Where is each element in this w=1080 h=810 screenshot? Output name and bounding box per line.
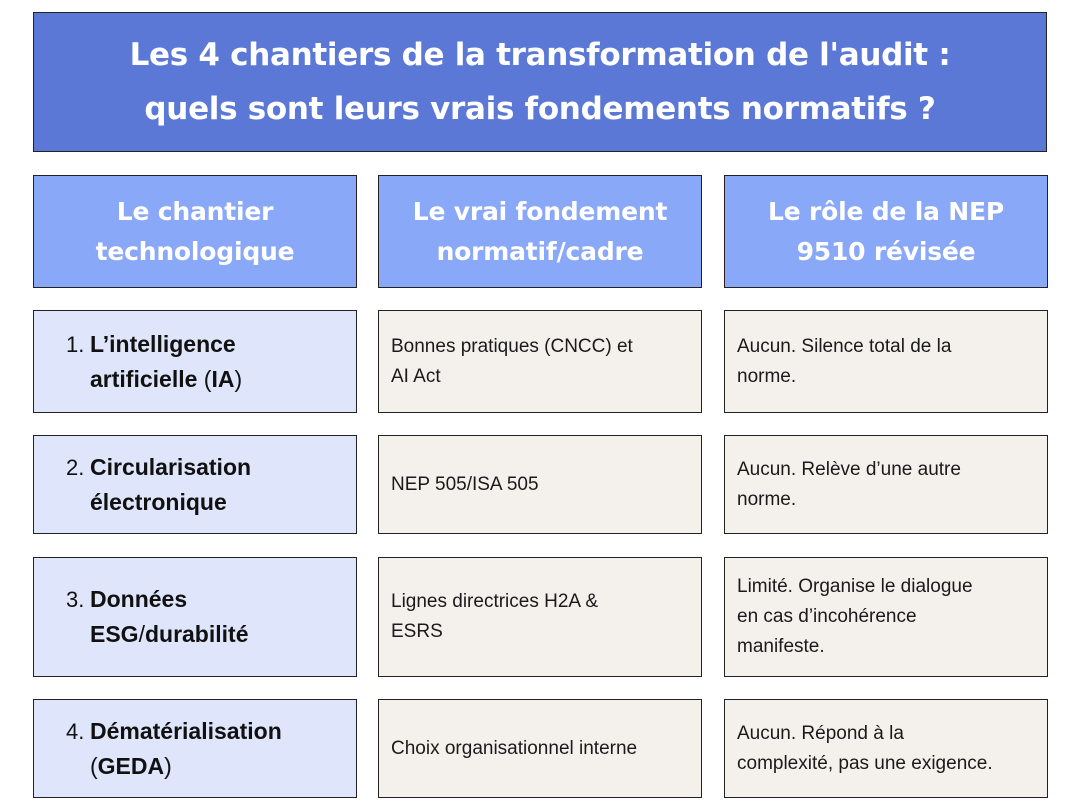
column-header-line: 9510 révisée [796, 236, 976, 266]
role-cell [724, 310, 1048, 413]
column-header-line: Le vrai fondement [412, 196, 668, 226]
topic-line-1 [90, 582, 248, 617]
cell-text-line: Aucun. Silence total de la [737, 335, 952, 357]
topic-bold-text: Dématérialisation [90, 717, 282, 744]
topic-cell-circularisation [33, 435, 357, 534]
topic-bold-text: GEDA [97, 752, 165, 779]
topic-line-1 [90, 714, 282, 749]
topic-bold-text: IA [211, 365, 235, 392]
topic-bold-text: durabilité [144, 621, 249, 647]
cell-text-line: complexité, pas une exigence. [737, 752, 993, 774]
cell-text-line: Choix organisationnel interne [391, 737, 638, 759]
cell-text-line: manifeste. [737, 636, 825, 657]
topic-line-2 [90, 362, 242, 397]
topic-cell-ia [33, 310, 357, 413]
topic-line-1 [90, 327, 242, 362]
topic-line-2 [90, 485, 251, 520]
topic-number: 3. [66, 587, 85, 612]
topic-line-2 [90, 617, 248, 652]
topic-punctuation: / [138, 621, 145, 647]
cell-text-line: norme. [737, 488, 797, 510]
topic-punctuation: ( [197, 365, 212, 392]
topic-number: 4. [66, 718, 85, 744]
page-title-line-2: quels sont leurs vrais fondements normatifs ? [144, 91, 936, 127]
topic-content [34, 714, 282, 784]
normative-cell [378, 699, 702, 798]
column-header-fondement [378, 175, 702, 288]
topic-content [34, 327, 242, 397]
column-header-role [724, 175, 1048, 288]
normative-cell [378, 435, 702, 534]
cell-text-line: Aucun. Relève d’une autre [737, 458, 961, 480]
cell-text-line: AI Act [391, 365, 441, 387]
column-header-line: Le chantier [116, 196, 274, 226]
topic-content [34, 582, 248, 652]
cell-text-line: Limité. Organise le dialogue [737, 576, 973, 597]
role-cell [724, 435, 1048, 534]
topic-bold-text: ESG [90, 621, 139, 647]
topic-line-2 [90, 749, 282, 784]
page-title-line-1: Les 4 chantiers de la transformation de l'audit : [129, 37, 951, 73]
topic-cell-esg [33, 557, 357, 677]
topic-bold-text: L’intelligence [90, 330, 236, 357]
column-header-line: technologique [95, 236, 295, 266]
cell-text-line: Lignes directrices H2A & [391, 591, 598, 612]
cell-text-line: Bonnes pratiques (CNCC) et [391, 335, 633, 357]
normative-cell [378, 557, 702, 677]
cell-text-line: ESRS [391, 621, 443, 642]
role-cell [724, 557, 1048, 677]
cell-text-line: Aucun. Répond à la [737, 722, 904, 744]
topic-line-1 [90, 450, 251, 485]
column-header-line: Le rôle de la NEP [768, 196, 1004, 226]
topic-bold-text: électronique [90, 488, 227, 515]
topic-number: 2. [66, 454, 85, 480]
cell-text-line: en cas d’incohérence [737, 606, 917, 627]
cell-text-line: norme. [737, 365, 797, 387]
topic-punctuation: ( [90, 752, 98, 779]
normative-cell [378, 310, 702, 413]
topic-punctuation: ) [234, 365, 243, 392]
topic-content [34, 450, 251, 520]
cell-text-line: NEP 505/ISA 505 [391, 473, 539, 495]
column-header-chantier [33, 175, 357, 288]
column-header-line: normatif/cadre [436, 236, 644, 266]
topic-bold-text: Circularisation [90, 453, 252, 480]
topic-bold-text: artificielle [90, 365, 198, 392]
topic-punctuation: ) [164, 752, 172, 779]
topic-cell-dematerialisation [33, 699, 357, 798]
topic-bold-text: Données [90, 586, 188, 612]
page-title [33, 12, 1047, 152]
role-cell [724, 699, 1048, 798]
topic-number: 1. [66, 331, 85, 357]
